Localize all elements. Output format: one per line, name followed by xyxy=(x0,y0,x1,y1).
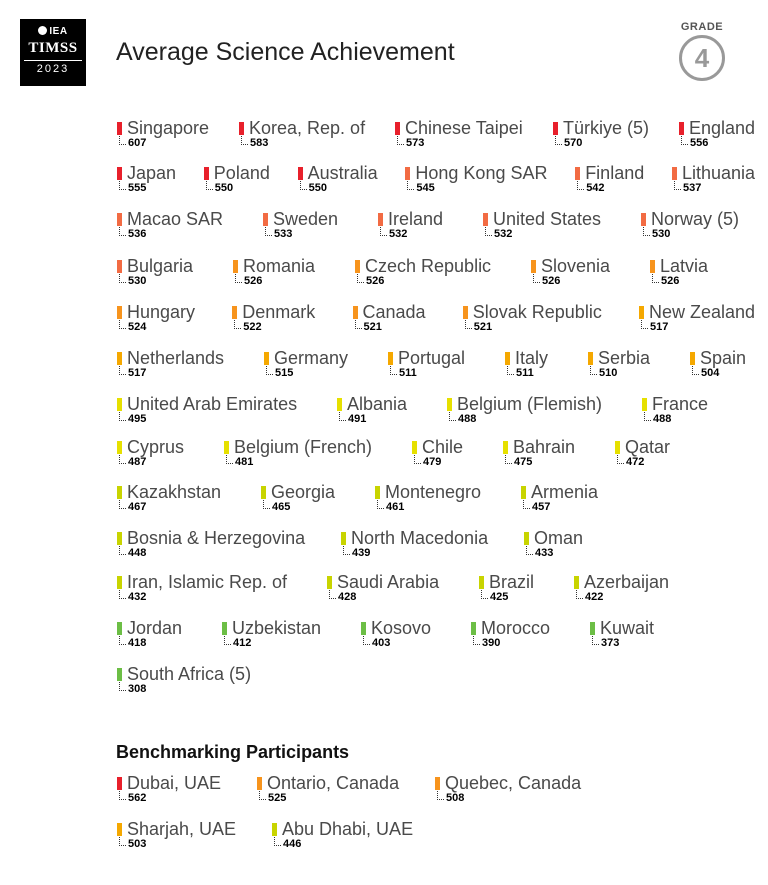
logo-divider xyxy=(24,60,82,61)
country-name: New Zealand xyxy=(649,302,756,322)
score-color-bar xyxy=(650,260,655,273)
score-value: 488 xyxy=(653,413,672,425)
leader-line xyxy=(576,590,583,599)
country-name: Australia xyxy=(307,163,378,183)
leader-line xyxy=(481,590,488,599)
score-value: 533 xyxy=(274,228,293,240)
iea-globe-icon xyxy=(38,26,47,35)
score-value: 526 xyxy=(661,275,680,287)
country-name: North Macedonia xyxy=(351,528,489,548)
score-color-bar xyxy=(117,777,122,790)
country-name: Norway (5) xyxy=(651,209,740,229)
score-color-bar xyxy=(222,622,227,635)
leader-line xyxy=(507,366,514,375)
score-color-bar xyxy=(117,668,122,681)
score-value: 532 xyxy=(494,228,513,240)
score-color-bar xyxy=(412,441,417,454)
country-name: Singapore xyxy=(127,118,210,138)
country-name: United Arab Emirates xyxy=(127,394,298,414)
score-value: 550 xyxy=(308,182,327,194)
country-name: Sharjah, UAE xyxy=(127,819,237,839)
score-value: 573 xyxy=(406,137,425,149)
country-name: Chinese Taipei xyxy=(405,118,523,138)
score-value: 521 xyxy=(363,321,382,333)
score-color-bar xyxy=(117,576,122,589)
leader-line xyxy=(526,546,533,555)
country-name: Hong Kong SAR xyxy=(415,163,548,183)
leader-line xyxy=(555,136,562,145)
score-color-bar xyxy=(405,167,410,180)
timss-text: TIMSS xyxy=(28,40,78,56)
score-color-bar xyxy=(672,167,677,180)
country-name: South Africa (5) xyxy=(127,664,252,684)
score-color-bar xyxy=(524,532,529,545)
leader-line xyxy=(577,181,584,190)
country-name: Chile xyxy=(422,437,464,457)
score-color-bar xyxy=(378,213,383,226)
leader-line xyxy=(533,274,540,283)
score-value: 511 xyxy=(399,367,417,379)
score-value: 465 xyxy=(272,501,291,513)
leader-line xyxy=(119,455,126,464)
score-color-bar xyxy=(264,352,269,365)
score-color-bar xyxy=(272,823,277,836)
leader-line xyxy=(692,366,699,375)
score-value: 422 xyxy=(585,591,604,603)
score-value: 530 xyxy=(652,228,671,240)
score-value: 432 xyxy=(128,591,147,603)
leader-line xyxy=(590,366,597,375)
country-name: Bahrain xyxy=(513,437,576,457)
leader-line xyxy=(119,500,126,509)
country-name: Ontario, Canada xyxy=(267,773,400,793)
score-value: 412 xyxy=(233,637,252,649)
score-color-bar xyxy=(679,122,684,135)
leader-line xyxy=(473,636,480,645)
leader-line xyxy=(206,181,213,190)
leader-line xyxy=(414,455,421,464)
leader-line xyxy=(119,837,126,846)
score-color-bar xyxy=(337,398,342,411)
score-value: 481 xyxy=(235,456,254,468)
score-color-bar xyxy=(435,777,440,790)
country-name: Hungary xyxy=(127,302,196,322)
score-color-bar xyxy=(353,306,358,319)
leader-line xyxy=(119,791,126,800)
iea-text: IEA xyxy=(49,26,68,37)
score-color-bar xyxy=(479,576,484,589)
leader-line xyxy=(119,546,126,555)
score-value: 532 xyxy=(389,228,408,240)
country-name: Albania xyxy=(347,394,408,414)
leader-line xyxy=(263,500,270,509)
country-name: Montenegro xyxy=(385,482,482,502)
score-color-bar xyxy=(641,213,646,226)
country-name: Netherlands xyxy=(127,348,225,368)
country-name: Germany xyxy=(274,348,349,368)
leader-line xyxy=(119,412,126,421)
leader-line xyxy=(339,412,346,421)
score-value: 428 xyxy=(338,591,357,603)
country-name: Türkiye (5) xyxy=(563,118,650,138)
score-value: 448 xyxy=(128,547,147,559)
score-color-bar xyxy=(117,167,122,180)
score-value: 504 xyxy=(701,367,720,379)
score-color-bar xyxy=(590,622,595,635)
score-color-bar xyxy=(395,122,400,135)
leader-line xyxy=(259,791,266,800)
country-name: Bosnia & Herzegovina xyxy=(127,528,306,548)
country-name: Kazakhstan xyxy=(127,482,222,502)
score-value: 418 xyxy=(128,637,147,649)
leader-line xyxy=(119,590,126,599)
country-name: Brazil xyxy=(489,572,535,592)
score-value: 526 xyxy=(542,275,561,287)
score-value: 555 xyxy=(128,182,147,194)
country-name: Abu Dhabi, UAE xyxy=(282,819,414,839)
score-value: 495 xyxy=(128,413,147,425)
leader-line xyxy=(119,682,126,691)
leader-line xyxy=(592,636,599,645)
leader-line xyxy=(681,136,688,145)
country-name: Kosovo xyxy=(371,618,432,638)
score-color-bar xyxy=(615,441,620,454)
score-color-bar xyxy=(447,398,452,411)
country-name: Japan xyxy=(127,163,177,183)
country-name: Slovak Republic xyxy=(472,302,602,322)
leader-line xyxy=(437,791,444,800)
leader-line xyxy=(119,366,126,375)
country-name: Macao SAR xyxy=(127,209,224,229)
score-value: 537 xyxy=(683,182,702,194)
leader-line xyxy=(300,181,307,190)
leader-line xyxy=(357,274,364,283)
score-color-bar xyxy=(505,352,510,365)
leader-line xyxy=(644,412,651,421)
grade-badge xyxy=(676,21,728,81)
leader-line xyxy=(449,412,456,421)
leader-line xyxy=(397,136,404,145)
country-name: Quebec, Canada xyxy=(445,773,582,793)
score-value: 467 xyxy=(128,501,147,513)
leader-line xyxy=(265,227,272,236)
score-color-bar xyxy=(117,486,122,499)
score-color-bar xyxy=(239,122,244,135)
score-color-bar xyxy=(388,352,393,365)
country-name: Oman xyxy=(534,528,584,548)
score-color-bar xyxy=(257,777,262,790)
score-color-bar xyxy=(553,122,558,135)
score-color-bar xyxy=(117,122,122,135)
leader-line xyxy=(465,320,472,329)
country-name: Dubai, UAE xyxy=(127,773,222,793)
logo-year: 2023 xyxy=(36,63,70,75)
score-color-bar xyxy=(575,167,580,180)
leader-line xyxy=(390,366,397,375)
score-value: 556 xyxy=(690,137,709,149)
score-value: 457 xyxy=(532,501,551,513)
leader-line xyxy=(234,320,241,329)
country-name: Cyprus xyxy=(127,437,185,457)
score-color-bar xyxy=(298,167,303,180)
country-name: Uzbekistan xyxy=(232,618,322,638)
score-color-bar xyxy=(117,441,122,454)
score-color-bar xyxy=(117,823,122,836)
score-color-bar xyxy=(471,622,476,635)
score-color-bar xyxy=(117,622,122,635)
leader-line xyxy=(617,455,624,464)
country-name: England xyxy=(689,118,756,138)
country-name: Spain xyxy=(700,348,747,368)
leader-line xyxy=(355,320,362,329)
score-color-bar xyxy=(117,306,122,319)
country-name: Latvia xyxy=(660,256,709,276)
score-color-bar xyxy=(690,352,695,365)
grade-label: GRADE xyxy=(680,21,724,33)
score-value: 472 xyxy=(626,456,645,468)
score-color-bar xyxy=(355,260,360,273)
leader-line xyxy=(407,181,414,190)
leader-line xyxy=(523,500,530,509)
leader-line xyxy=(643,227,650,236)
score-value: 521 xyxy=(473,321,493,333)
country-name: Azerbaijan xyxy=(584,572,670,592)
score-color-bar xyxy=(224,441,229,454)
score-color-bar xyxy=(361,622,366,635)
leader-line xyxy=(235,274,242,283)
country-name: Belgium (French) xyxy=(234,437,373,457)
leader-line xyxy=(274,837,281,846)
score-value: 461 xyxy=(386,501,405,513)
score-value: 479 xyxy=(423,456,442,468)
country-name: Poland xyxy=(213,163,270,183)
country-name: Qatar xyxy=(625,437,671,457)
country-name: Serbia xyxy=(598,348,651,368)
score-color-bar xyxy=(341,532,346,545)
score-color-bar xyxy=(117,213,122,226)
country-name: Georgia xyxy=(271,482,336,502)
country-name: Canada xyxy=(362,302,426,322)
leader-line xyxy=(119,274,126,283)
leader-line xyxy=(241,136,248,145)
country-name: Saudi Arabia xyxy=(337,572,440,592)
country-name: France xyxy=(652,394,709,414)
country-name: Italy xyxy=(515,348,549,368)
country-name: Armenia xyxy=(531,482,599,502)
score-value: 446 xyxy=(283,838,302,850)
grade-circle: 4 xyxy=(679,35,725,81)
leader-line xyxy=(380,227,387,236)
score-value: 530 xyxy=(128,275,147,287)
timss-logo xyxy=(20,19,86,86)
score-value: 536 xyxy=(128,228,147,240)
score-value: 562 xyxy=(128,792,147,804)
score-color-bar xyxy=(639,306,644,319)
score-value: 308 xyxy=(128,683,147,695)
country-name: Ireland xyxy=(388,209,444,229)
score-color-bar xyxy=(375,486,380,499)
score-value: 545 xyxy=(416,182,435,194)
score-value: 511 xyxy=(516,367,534,379)
score-value: 425 xyxy=(490,591,509,603)
score-value: 517 xyxy=(650,321,669,333)
score-value: 542 xyxy=(586,182,605,194)
score-value: 487 xyxy=(128,456,147,468)
country-name: United States xyxy=(493,209,602,229)
score-value: 433 xyxy=(535,547,554,559)
score-color-bar xyxy=(327,576,332,589)
leader-line xyxy=(485,227,492,236)
score-color-bar xyxy=(232,306,237,319)
score-value: 570 xyxy=(564,137,583,149)
country-name: Belgium (Flemish) xyxy=(457,394,603,414)
leader-line xyxy=(363,636,370,645)
score-value: 439 xyxy=(352,547,371,559)
score-value: 607 xyxy=(128,137,147,149)
country-name: Romania xyxy=(243,256,316,276)
score-color-bar xyxy=(503,441,508,454)
score-value: 373 xyxy=(601,637,620,649)
score-value: 515 xyxy=(275,367,294,379)
score-value: 488 xyxy=(458,413,477,425)
country-name: Czech Republic xyxy=(365,256,492,276)
page-title: Average Science Achievement xyxy=(116,38,455,66)
score-value: 526 xyxy=(244,275,263,287)
score-color-bar xyxy=(117,398,122,411)
score-value: 517 xyxy=(128,367,147,379)
score-color-bar xyxy=(463,306,468,319)
score-color-bar xyxy=(117,352,122,365)
score-color-bar xyxy=(204,167,209,180)
score-color-bar xyxy=(483,213,488,226)
score-value: 475 xyxy=(514,456,533,468)
score-color-bar xyxy=(263,213,268,226)
score-color-bar xyxy=(261,486,266,499)
score-color-bar xyxy=(642,398,647,411)
score-value: 522 xyxy=(243,321,262,333)
score-color-bar xyxy=(117,532,122,545)
leader-line xyxy=(343,546,350,555)
leader-line xyxy=(674,181,681,190)
leader-line xyxy=(226,455,233,464)
score-value: 390 xyxy=(482,637,501,649)
country-name: Denmark xyxy=(242,302,316,322)
score-value: 510 xyxy=(599,367,618,379)
score-value: 491 xyxy=(348,413,367,425)
leader-line xyxy=(119,227,126,236)
country-name: Kuwait xyxy=(600,618,655,638)
country-name: Sweden xyxy=(273,209,339,229)
leader-line xyxy=(119,636,126,645)
country-name: Portugal xyxy=(398,348,466,368)
country-name: Slovenia xyxy=(541,256,611,276)
leader-line xyxy=(505,455,512,464)
score-value: 403 xyxy=(372,637,391,649)
country-name: Finland xyxy=(585,163,645,183)
score-color-bar xyxy=(588,352,593,365)
score-value: 550 xyxy=(214,182,234,194)
leader-line xyxy=(641,320,648,329)
score-color-bar xyxy=(574,576,579,589)
score-color-bar xyxy=(531,260,536,273)
leader-line xyxy=(119,181,126,190)
leader-line xyxy=(119,136,126,145)
leader-line xyxy=(652,274,659,283)
country-name: Korea, Rep. of xyxy=(249,118,366,138)
score-value: 583 xyxy=(250,137,269,149)
country-name: Jordan xyxy=(127,618,183,638)
leader-line xyxy=(224,636,231,645)
country-name: Lithuania xyxy=(682,163,756,183)
country-name: Morocco xyxy=(481,618,551,638)
leader-line xyxy=(266,366,273,375)
benchmark-heading: Benchmarking Participants xyxy=(116,742,350,762)
score-value: 508 xyxy=(446,792,465,804)
score-color-bar xyxy=(117,260,122,273)
leader-line xyxy=(119,320,126,329)
country-name: Bulgaria xyxy=(127,256,194,276)
score-value: 526 xyxy=(366,275,385,287)
score-value: 524 xyxy=(128,321,147,333)
score-color-bar xyxy=(521,486,526,499)
score-value: 503 xyxy=(128,838,147,850)
score-value: 525 xyxy=(268,792,287,804)
country-name: Iran, Islamic Rep. of xyxy=(127,572,288,592)
iea-label xyxy=(20,26,86,37)
leader-line xyxy=(377,500,384,509)
leader-line xyxy=(329,590,336,599)
score-color-bar xyxy=(233,260,238,273)
